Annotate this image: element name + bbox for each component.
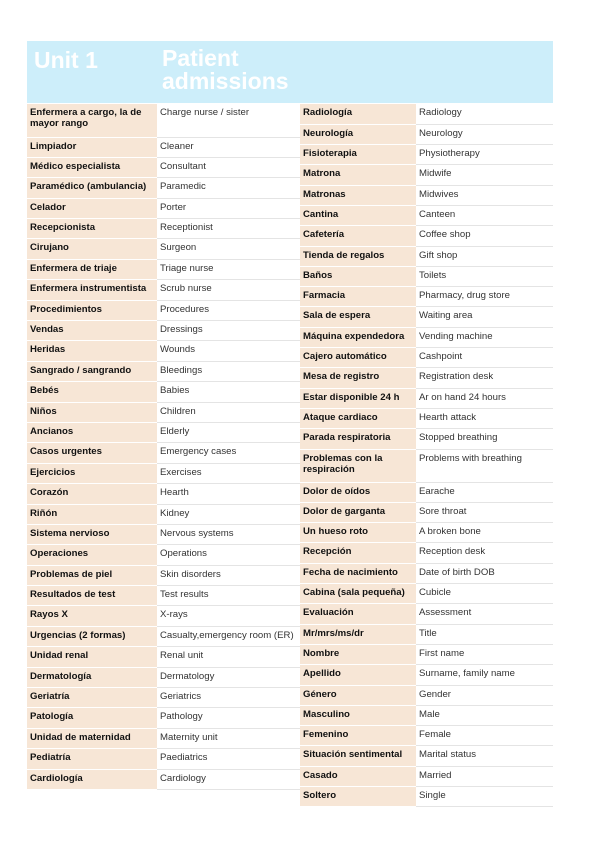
english-term: Pharmacy, drug store [416, 287, 553, 307]
english-term: Children [157, 402, 331, 422]
table-row [300, 388, 553, 408]
table-row [27, 769, 331, 789]
spanish-term: Ancianos [27, 422, 157, 442]
english-term: Neurology [416, 124, 553, 144]
spanish-term: Paramédico (ambulancia) [27, 178, 157, 198]
spanish-term: Neurología [300, 124, 416, 144]
english-term: Sore throat [416, 502, 553, 522]
spanish-term: Estar disponible 24 h [300, 388, 416, 408]
table-row [27, 178, 331, 198]
spanish-term: Mesa de registro [300, 368, 416, 388]
spanish-term: Nombre [300, 644, 416, 664]
english-term: Ar on hand 24 hours [416, 388, 553, 408]
table-row [300, 205, 553, 225]
english-term: Female [416, 726, 553, 746]
spanish-term: Pediatría [27, 749, 157, 769]
table-row [27, 321, 331, 341]
spanish-term: Limpiador [27, 137, 157, 157]
english-term: Marital status [416, 746, 553, 766]
table-row [300, 482, 553, 502]
table-row [300, 746, 553, 766]
spanish-term: Sangrado / sangrando [27, 361, 157, 381]
english-term: Toilets [416, 266, 553, 286]
table-row [300, 307, 553, 327]
english-term: Radiology [416, 104, 553, 124]
table-row [27, 341, 331, 361]
table-row [300, 145, 553, 165]
table-row [27, 647, 331, 667]
english-term: Registration desk [416, 368, 553, 388]
english-term: Earache [416, 482, 553, 502]
english-term: Title [416, 624, 553, 644]
spanish-term: Dermatología [27, 667, 157, 687]
english-term: Male [416, 705, 553, 725]
english-term: Gender [416, 685, 553, 705]
table-row [300, 429, 553, 449]
table-row [300, 787, 553, 807]
english-term: Dermatology [157, 667, 331, 687]
table-row [27, 708, 331, 728]
spanish-term: Tienda de regalos [300, 246, 416, 266]
english-term: Paramedic [157, 178, 331, 198]
table-row [300, 348, 553, 368]
english-term: Exercises [157, 463, 331, 483]
spanish-term: Situación sentimental [300, 746, 416, 766]
spanish-term: Heridas [27, 341, 157, 361]
spanish-term: Fecha de nacimiento [300, 563, 416, 583]
spanish-term: Matronas [300, 185, 416, 205]
english-term: Casualty,emergency room (ER) [157, 626, 331, 646]
spanish-term: Geriatría [27, 688, 157, 708]
english-term: Assessment [416, 604, 553, 624]
english-term: Porter [157, 198, 331, 218]
english-term: Procedures [157, 300, 331, 320]
english-term: Midwife [416, 165, 553, 185]
spanish-term: Problemas con la respiración [300, 449, 416, 482]
table-row [27, 606, 331, 626]
table-row [27, 749, 331, 769]
english-term: Dressings [157, 321, 331, 341]
table-row [300, 104, 553, 124]
english-term: First name [416, 644, 553, 664]
table-row [27, 280, 331, 300]
english-term: Geriatrics [157, 688, 331, 708]
spanish-term: Recepcionista [27, 219, 157, 239]
spanish-term: Operaciones [27, 545, 157, 565]
spanish-term: Bebés [27, 382, 157, 402]
english-term: X-rays [157, 606, 331, 626]
table-row [300, 266, 553, 286]
english-term: Hearth attack [416, 408, 553, 428]
table-row [27, 157, 331, 177]
english-term: Triage nurse [157, 259, 331, 279]
spanish-term: Urgencias (2 formas) [27, 626, 157, 646]
english-term: Coffee shop [416, 226, 553, 246]
spanish-term: Unidad de maternidad [27, 728, 157, 748]
english-term: Test results [157, 586, 331, 606]
spanish-term: Cantina [300, 205, 416, 225]
table-row [300, 523, 553, 543]
spanish-term: Sistema nervioso [27, 524, 157, 544]
english-term: Renal unit [157, 647, 331, 667]
vocabulary-table-right [300, 104, 553, 807]
spanish-term: Masculino [300, 705, 416, 725]
vocabulary-table-left [27, 104, 331, 790]
table-row [27, 443, 331, 463]
english-term: Wounds [157, 341, 331, 361]
table-row [27, 728, 331, 748]
spanish-term: Problemas de piel [27, 565, 157, 585]
spanish-term: Radiología [300, 104, 416, 124]
spanish-term: Enfermera a cargo, la de mayor rango [27, 104, 157, 137]
table-row [27, 219, 331, 239]
table-row [27, 484, 331, 504]
spanish-term: Casado [300, 766, 416, 786]
spanish-term: Apellido [300, 665, 416, 685]
table-row [300, 246, 553, 266]
spanish-term: Recepción [300, 543, 416, 563]
english-term: Midwives [416, 185, 553, 205]
unit-label: Unit 1 [34, 47, 98, 73]
table-row [300, 726, 553, 746]
table-row [27, 137, 331, 157]
table-row [27, 524, 331, 544]
spanish-term: Farmacia [300, 287, 416, 307]
table-row [27, 545, 331, 565]
spanish-term: Enfermera instrumentista [27, 280, 157, 300]
table-row [27, 422, 331, 442]
spanish-term: Niños [27, 402, 157, 422]
spanish-term: Un hueso roto [300, 523, 416, 543]
spanish-term: Matrona [300, 165, 416, 185]
english-term: Scrub nurse [157, 280, 331, 300]
english-term: Cashpoint [416, 348, 553, 368]
table-row [27, 626, 331, 646]
spanish-term: Fisioterapia [300, 145, 416, 165]
english-term: Receptionist [157, 219, 331, 239]
table-row [27, 463, 331, 483]
spanish-term: Soltero [300, 787, 416, 807]
english-term: Stopped breathing [416, 429, 553, 449]
spanish-term: Sala de espera [300, 307, 416, 327]
spanish-term: Ejercicios [27, 463, 157, 483]
english-term: Babies [157, 382, 331, 402]
spanish-term: Evaluación [300, 604, 416, 624]
spanish-term: Cajero automático [300, 348, 416, 368]
table-row [300, 185, 553, 205]
table-row [300, 327, 553, 347]
table-row [27, 361, 331, 381]
page-title-line-1: Patient [162, 45, 239, 71]
spanish-term: Parada respiratoria [300, 429, 416, 449]
spanish-term: Vendas [27, 321, 157, 341]
unit-header-banner [27, 41, 553, 103]
spanish-term: Procedimientos [27, 300, 157, 320]
spanish-term: Médico especialista [27, 157, 157, 177]
spanish-term: Patología [27, 708, 157, 728]
spanish-term: Cardiología [27, 769, 157, 789]
english-term: Charge nurse / sister [157, 104, 331, 137]
english-term: Hearth [157, 484, 331, 504]
english-term: Paediatrics [157, 749, 331, 769]
english-term: Waiting area [416, 307, 553, 327]
table-row [300, 165, 553, 185]
english-term: Physiotherapy [416, 145, 553, 165]
english-term: Reception desk [416, 543, 553, 563]
english-term: Elderly [157, 422, 331, 442]
english-term: Consultant [157, 157, 331, 177]
spanish-term: Cafetería [300, 226, 416, 246]
page-title-line-2: admissions [162, 68, 289, 94]
table-row [300, 543, 553, 563]
english-term: Gift shop [416, 246, 553, 266]
table-row [300, 584, 553, 604]
spanish-term: Mr/mrs/ms/dr [300, 624, 416, 644]
spanish-term: Celador [27, 198, 157, 218]
spanish-term: Enfermera de triaje [27, 259, 157, 279]
spanish-term: Femenino [300, 726, 416, 746]
english-term: Operations [157, 545, 331, 565]
english-term: Pathology [157, 708, 331, 728]
table-row [300, 368, 553, 388]
english-term: Skin disorders [157, 565, 331, 585]
table-row [300, 685, 553, 705]
english-term: A broken bone [416, 523, 553, 543]
spanish-term: Género [300, 685, 416, 705]
english-term: Single [416, 787, 553, 807]
table-row [27, 565, 331, 585]
table-row [300, 287, 553, 307]
spanish-term: Dolor de garganta [300, 502, 416, 522]
table-row [300, 705, 553, 725]
table-row [300, 124, 553, 144]
english-term: Cleaner [157, 137, 331, 157]
table-row [27, 300, 331, 320]
table-row [27, 239, 331, 259]
page-title [162, 47, 289, 93]
english-term: Surgeon [157, 239, 331, 259]
table-row [300, 604, 553, 624]
english-term: Cardiology [157, 769, 331, 789]
table-row [300, 449, 553, 482]
table-row [27, 688, 331, 708]
table-row [27, 104, 331, 137]
spanish-term: Ataque cardiaco [300, 408, 416, 428]
table-row [300, 624, 553, 644]
english-term: Canteen [416, 205, 553, 225]
english-term: Kidney [157, 504, 331, 524]
spanish-term: Casos urgentes [27, 443, 157, 463]
spanish-term: Cabina (sala pequeña) [300, 584, 416, 604]
spanish-term: Rayos X [27, 606, 157, 626]
table-row [300, 226, 553, 246]
spanish-term: Corazón [27, 484, 157, 504]
english-term: Surname, family name [416, 665, 553, 685]
spanish-term: Resultados de test [27, 586, 157, 606]
table-row [27, 198, 331, 218]
table-row [300, 766, 553, 786]
spanish-term: Unidad renal [27, 647, 157, 667]
table-row [300, 665, 553, 685]
english-term: Cubicle [416, 584, 553, 604]
spanish-term: Cirujano [27, 239, 157, 259]
english-term: Vending machine [416, 327, 553, 347]
english-term: Married [416, 766, 553, 786]
english-term: Problems with breathing [416, 449, 553, 482]
english-term: Nervous systems [157, 524, 331, 544]
table-row [27, 504, 331, 524]
table-row [300, 502, 553, 522]
english-term: Maternity unit [157, 728, 331, 748]
table-row [300, 563, 553, 583]
table-row [27, 586, 331, 606]
spanish-term: Máquina expendedora [300, 327, 416, 347]
table-row [300, 408, 553, 428]
table-row [300, 644, 553, 664]
spanish-term: Baños [300, 266, 416, 286]
english-term: Date of birth DOB [416, 563, 553, 583]
table-row [27, 402, 331, 422]
english-term: Emergency cases [157, 443, 331, 463]
spanish-term: Dolor de oídos [300, 482, 416, 502]
table-row [27, 667, 331, 687]
english-term: Bleedings [157, 361, 331, 381]
table-row [27, 382, 331, 402]
table-row [27, 259, 331, 279]
spanish-term: Riñón [27, 504, 157, 524]
